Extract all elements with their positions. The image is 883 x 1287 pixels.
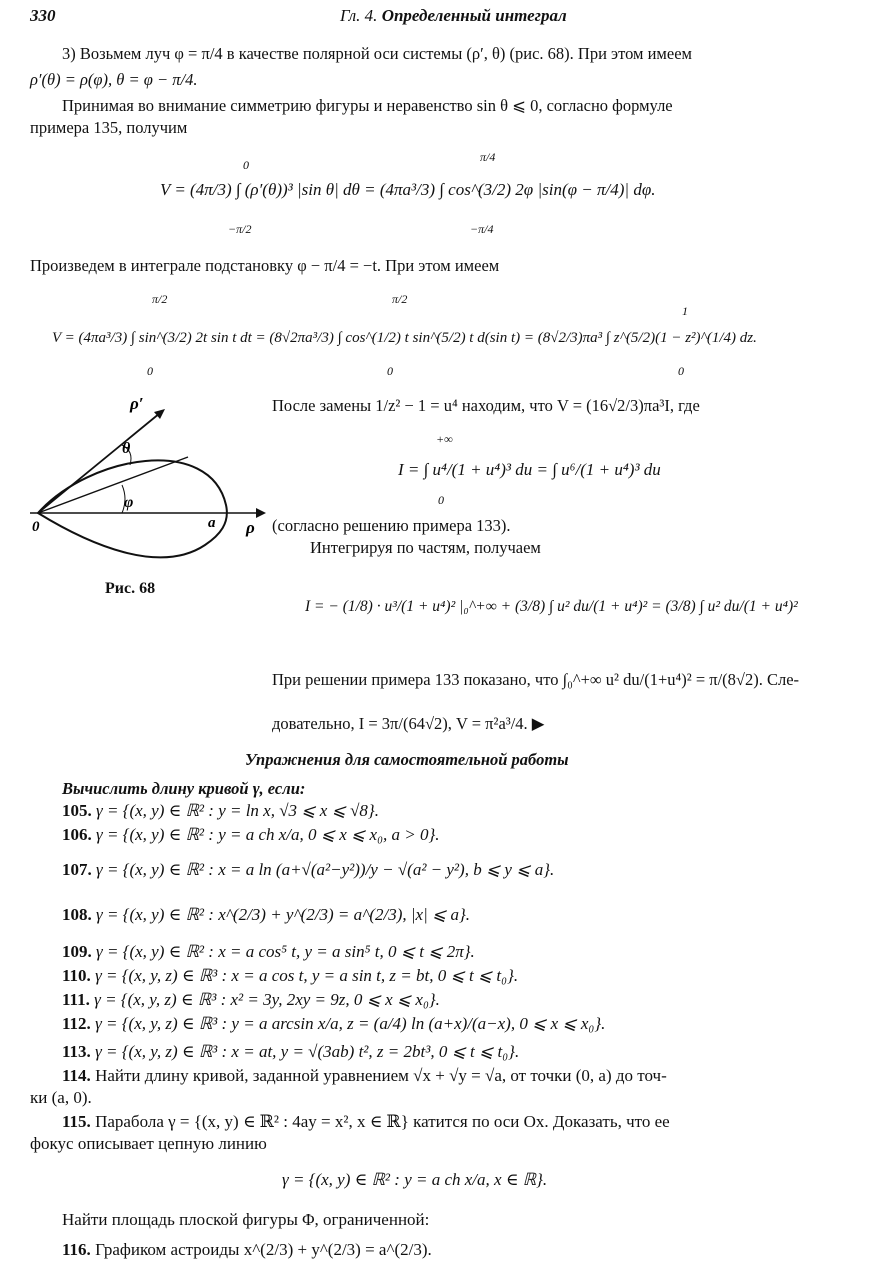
exercise-number: 110. [62, 966, 91, 985]
page-header [30, 6, 858, 30]
exercise-text: γ = {(x, y) ∈ ℝ² : x = a ln (a+√(a²−y²))/y − √(a² − y²), b ⩽ y ⩽ a}. [96, 860, 555, 879]
exercise-number: 107. [62, 860, 92, 879]
page-number: 330 [30, 6, 56, 25]
area-intro: Найти площадь плоской фигуры Φ, ограниченной: [62, 1210, 430, 1229]
exercise-116 [62, 1240, 432, 1260]
paragraph-6: Интегрируя по частям, получаем [310, 538, 541, 557]
label-phi: φ [124, 494, 134, 511]
exercise-105 [62, 801, 379, 821]
formula-1-limit-upper-1: 0 [243, 158, 249, 172]
exercise-text: γ = {(x, y, z) ∈ ℝ³ : x = a cos t, y = a sin t, z = bt, 0 ⩽ t ⩽ t₀}. [95, 966, 519, 985]
formula-2-limit-upper-2: π/2 [392, 292, 408, 306]
exercise-114-line-2: ки (a, 0). [30, 1088, 92, 1107]
exercise-107 [62, 860, 554, 880]
formula-3-limit-upper: +∞ [436, 432, 453, 446]
exercise-text: γ = {(x, y) ∈ ℝ² : y = a ch x/a, 0 ⩽ x ⩽ x₀, a > 0}. [96, 825, 440, 844]
rho-prime-ray [38, 413, 160, 513]
figure-caption: Рис. 68 [105, 580, 156, 597]
formula-1-limit-lower-1: −π/2 [228, 222, 252, 236]
exercise-106 [62, 825, 440, 845]
polar-axis-arrow [256, 508, 266, 518]
figure-68-drawing [30, 395, 270, 575]
exercise-108 [62, 905, 470, 925]
exercise-text: Парабола γ = {(x, y) ∈ ℝ² : 4ay = x², x ∈ ℝ} катится по оси Ox. Доказать, что ее [95, 1112, 670, 1131]
exercise-114-line-1 [62, 1066, 667, 1086]
exercise-number: 105. [62, 801, 92, 820]
formula-2-limit-upper-1: π/2 [152, 292, 168, 306]
exercises-intro: Вычислить длину кривой γ, если: [62, 779, 306, 798]
formula-volume-2: V = (4πa³/3) ∫ sin^(3/2) 2t sin t dt = (8√2πa³/3) ∫ cos^(1/2) t sin^(5/2) t d(sin t) = (8√2/3)πa³ ∫ z^(5/2)(1 − z²)^(1/4) dz. [52, 330, 757, 346]
paragraph-2-line-1: Принимая во внимание симметрию фигуры и неравенство sin θ ⩽ 0, согласно формуле [62, 96, 673, 115]
paragraph-2-line-2: примера 135, получим [30, 118, 188, 137]
running-head-title: Определенный интеграл [381, 6, 567, 25]
exercise-text: γ = {(x, y) ∈ ℝ² : y = ln x, √3 ⩽ x ⩽ √8}. [96, 801, 379, 820]
exercise-113 [62, 1042, 519, 1062]
exercise-number: 111. [62, 990, 90, 1009]
exercise-115-line-2: фокус описывает цепную линию [30, 1134, 267, 1153]
formula-2-limit-lower-1: 0 [147, 364, 153, 378]
formula-2-limit-lower-2: 0 [387, 364, 393, 378]
formula-1-limit-lower-2: −π/4 [470, 222, 494, 236]
running-head-prefix: Гл. 4. [340, 6, 378, 25]
exercise-text: γ = {(x, y, z) ∈ ℝ³ : x = at, y = √(3ab) t², z = 2bt³, 0 ⩽ t ⩽ t₀}. [95, 1042, 520, 1061]
paragraph-8: довательно, I = 3π/(64√2), V = π²a³/4. ▶ [272, 714, 545, 733]
formula-3-limit-lower: 0 [438, 493, 444, 507]
exercise-number: 108. [62, 905, 92, 924]
formula-2-limit-lower-3: 0 [678, 364, 684, 378]
exercise-number: 112. [62, 1014, 91, 1033]
paragraph-7: При решении примера 133 показано, что ∫₀^+∞ u² du/(1+u⁴)² = π/(8√2). Сле- [272, 670, 800, 689]
exercise-109 [62, 942, 475, 962]
paragraph-1-line-1: 3) Возьмем луч φ = π/4 в качестве полярной оси системы (ρ′, θ) (рис. 68). При этом имеем [62, 44, 692, 63]
running-head [340, 6, 567, 26]
exercise-text: γ = {(x, y) ∈ ℝ² : x^(2/3) + y^(2/3) = a^(2/3), |x| ⩽ a}. [96, 905, 471, 924]
formula-volume-1: V = (4π/3) ∫ (ρ′(θ))³ |sin θ| dθ = (4πa³/3) ∫ cos^(3/2) 2φ |sin(φ − π/4)| dφ. [160, 180, 656, 199]
exercise-111 [62, 990, 440, 1010]
exercise-110 [62, 966, 518, 986]
exercise-115-line-1 [62, 1112, 670, 1132]
exercise-number: 106. [62, 825, 92, 844]
exercise-text: γ = {(x, y) ∈ ℝ² : x = a cos⁵ t, y = a sin⁵ t, 0 ⩽ t ⩽ 2π}. [96, 942, 475, 961]
exercise-text: γ = {(x, y, z) ∈ ℝ³ : x² = 3y, 2xy = 9z, 0 ⩽ x ⩽ x₀}. [94, 990, 440, 1009]
exercise-number: 115. [62, 1112, 91, 1131]
exercise-text: γ = {(x, y, z) ∈ ℝ³ : y = a arcsin x/a, z = (a/4) ln (a+x)/(a−x), 0 ⩽ x ⩽ x₀}. [95, 1014, 606, 1033]
exercise-number: 116. [62, 1240, 91, 1259]
formula-integration-by-parts: I = − (1/8) · u³/(1 + u⁴)² |₀^+∞ + (3/8) ∫ u² du/(1 + u⁴)² = (3/8) ∫ u² du/(1 + u⁴)² [305, 598, 798, 615]
formula-1-limit-upper-2: π/4 [480, 150, 496, 164]
exercise-number: 109. [62, 942, 92, 961]
exercise-115-formula: γ = {(x, y) ∈ ℝ² : y = a ch x/a, x ∈ ℝ}. [282, 1170, 548, 1189]
label-theta: θ [122, 440, 131, 457]
label-origin: 0 [32, 519, 40, 535]
exercise-text: Найти длину кривой, заданной уравнением √x + √y = √a, от точки (0, a) до точ- [95, 1066, 667, 1085]
label-a: a [208, 515, 216, 531]
paragraph-5: (согласно решению примера 133). [272, 516, 511, 535]
paragraph-3: Произведем в интеграле подстановку φ − π/4 = −t. При этом имеем [30, 256, 500, 275]
figure-68 [30, 395, 270, 575]
label-rho-prime: ρ′ [130, 395, 144, 413]
formula-I-definition: I = ∫ u⁴/(1 + u⁴)³ du = ∫ u⁶/(1 + u⁴)³ du [398, 460, 661, 479]
label-rho: ρ [246, 518, 255, 537]
exercise-number: 114. [62, 1066, 91, 1085]
paragraph-4: После замены 1/z² − 1 = u⁴ находим, что V = (16√2/3)πa³I, где [272, 396, 700, 415]
exercise-number: 113. [62, 1042, 91, 1061]
formula-2-limit-upper-3: 1 [682, 304, 688, 318]
radius-vector [38, 457, 188, 513]
exercise-text: Графиком астроиды x^(2/3) + y^(2/3) = a^(2/3). [95, 1240, 432, 1259]
exercise-112 [62, 1014, 605, 1034]
exercises-heading: Упражнения для самостоятельной работы [245, 750, 569, 769]
paragraph-1-line-2: ρ′(θ) = ρ(φ), θ = φ − π/4. [30, 70, 198, 89]
